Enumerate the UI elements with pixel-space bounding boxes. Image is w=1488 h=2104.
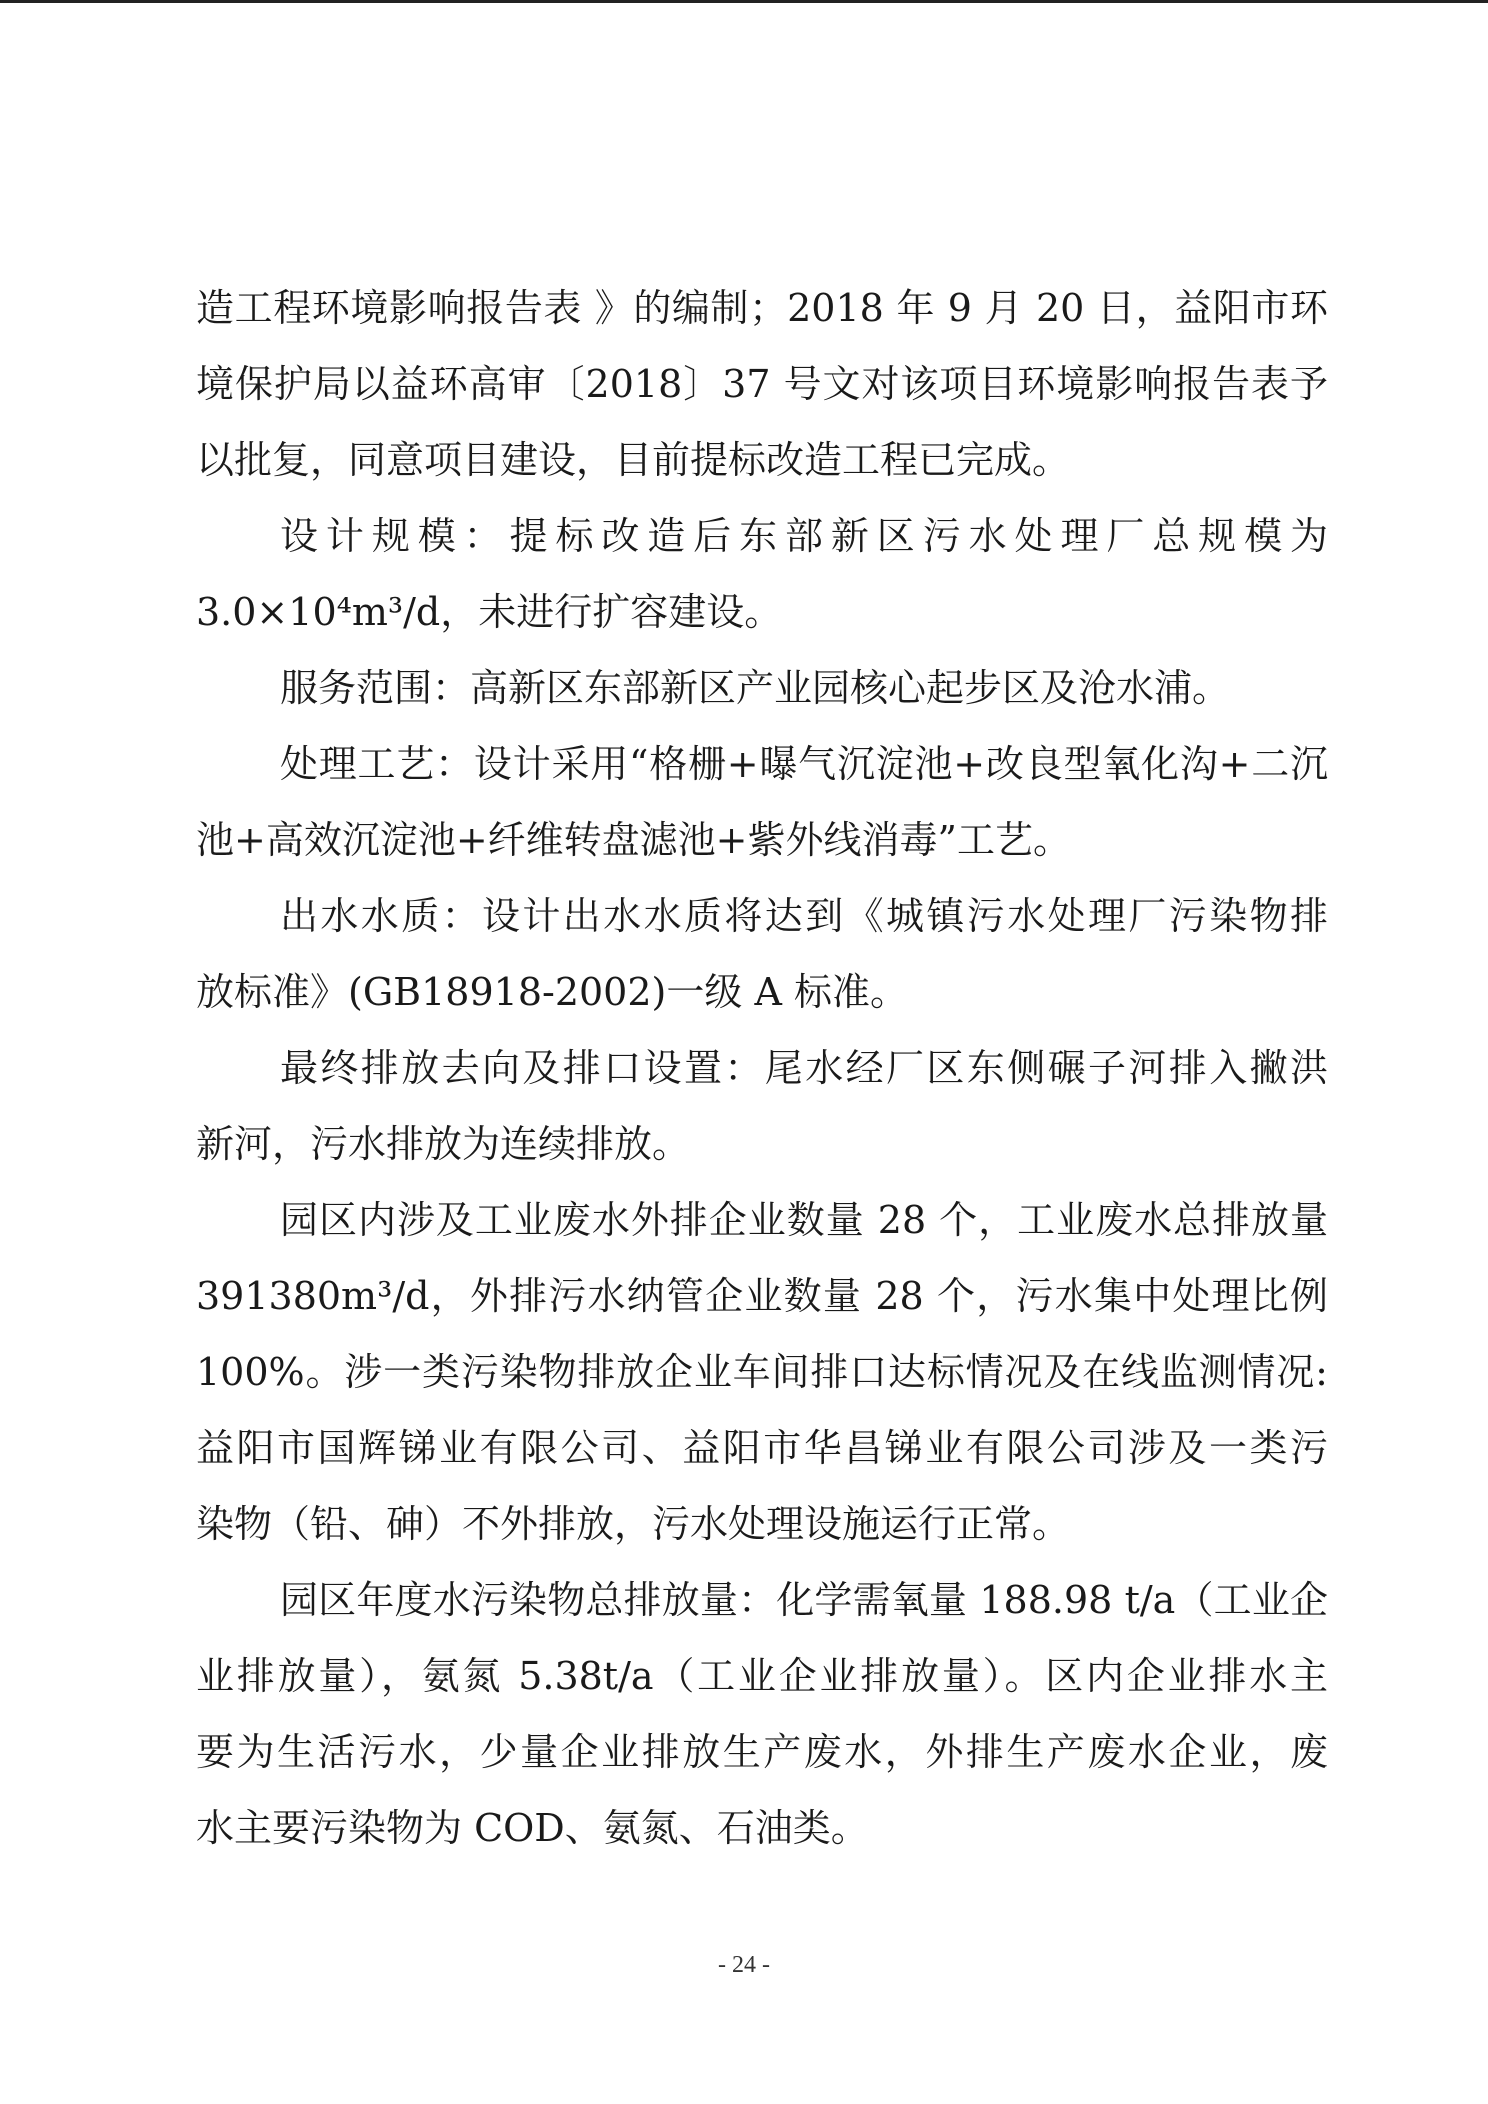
text-line: 园区年度水污染物总排放量：化学需氧量 188.98 t/a（工业企 [280, 1578, 1328, 1622]
text-line: 出水水质：设计出水水质将达到《城镇污水处理厂污染物排 [280, 894, 1328, 938]
text-line: 要为生活污水，少量企业排放生产废水，外排生产废水企业，废 [196, 1730, 1328, 1774]
document-body [196, 270, 1328, 1866]
text-line: 业排放量），氨氮 5.38t/a（工业企业排放量）。区内企业排水主 [196, 1654, 1328, 1698]
text-line: 服务范围：高新区东部新区产业园核心起步区及沧水浦。 [280, 666, 1231, 710]
text-line: 水主要污染物为 COD、氨氮、石油类。 [196, 1806, 869, 1850]
text-line: 391380m³/d，外排污水纳管企业数量 28 个，污水集中处理比例 [196, 1274, 1328, 1318]
text-line: 100%。涉一类污染物排放企业车间排口达标情况及在线监测情况: [196, 1350, 1328, 1394]
text-line: 益阳市国辉锑业有限公司、益阳市华昌锑业有限公司涉及一类污 [196, 1426, 1328, 1470]
top-border-line [0, 0, 1488, 3]
text-line: 新河，污水排放为连续排放。 [196, 1122, 691, 1166]
text-line: 3.0×10⁴m³/d，未进行扩容建设。 [196, 590, 783, 634]
text-line: 设计规模：提标改造后东部新区污水处理厂总规模为 [280, 514, 1328, 558]
text-line: 造工程环境影响报告表 》的编制；2018 年 9 月 20 日，益阳市环 [196, 286, 1328, 330]
text-line: 最终排放去向及排口设置：尾水经厂区东侧碾子河排入撇洪 [280, 1046, 1328, 1090]
text-line: 处理工艺：设计采用“格栅+曝气沉淀池+改良型氧化沟+二沉 [280, 742, 1328, 786]
text-line: 境保护局以益环高审〔2018〕37 号文对该项目环境影响报告表予 [196, 362, 1328, 406]
text-line: 放标准》(GB18918-2002)一级 A 标准。 [196, 970, 908, 1014]
text-line: 染物（铅、砷）不外排放，污水处理设施运行正常。 [196, 1502, 1071, 1546]
page-number: - 24 - [718, 1952, 770, 1978]
text-line: 园区内涉及工业废水外排企业数量 28 个，工业废水总排放量 [280, 1198, 1328, 1242]
text-line: 以批复，同意项目建设，目前提标改造工程已完成。 [196, 438, 1071, 482]
text-line: 池+高效沉淀池+纤维转盘滤池+紫外线消毒”工艺。 [196, 818, 1071, 862]
